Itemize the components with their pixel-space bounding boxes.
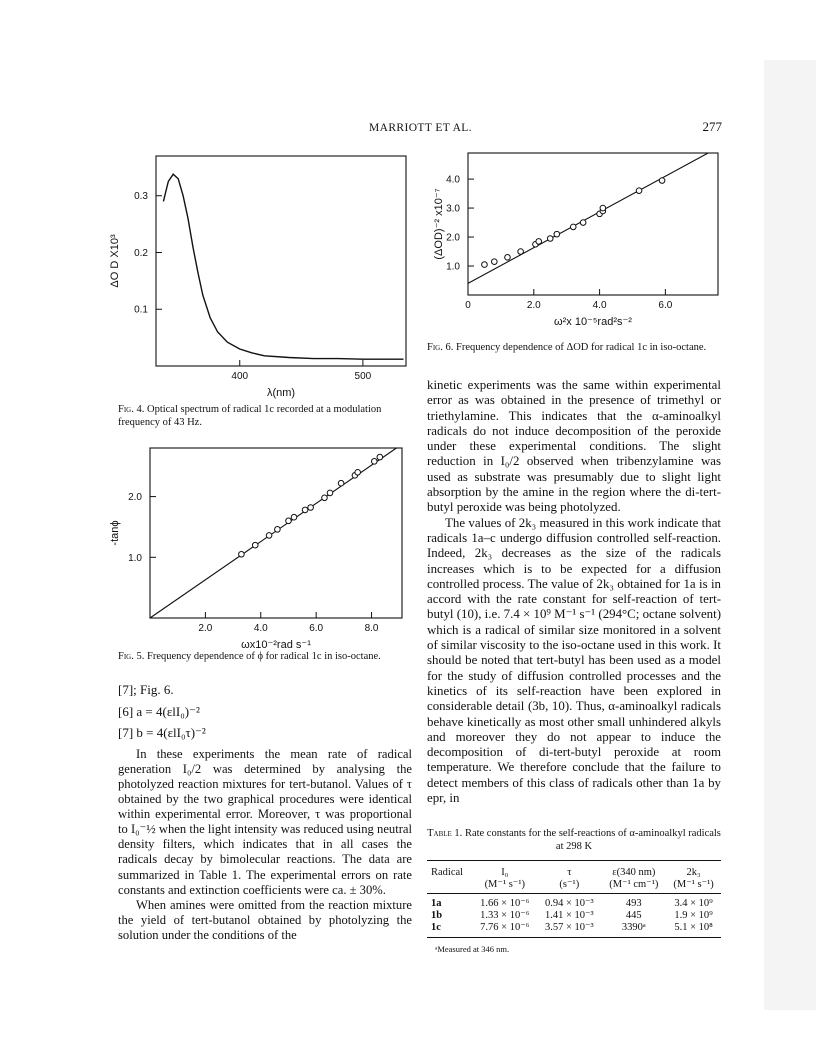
y-tick-label: 0.1 [134,304,148,316]
y-tick-label: 4.0 [446,174,460,186]
data-point [518,249,524,255]
data-point [275,527,281,533]
data-point [308,505,314,511]
figure-6-chart [420,145,720,335]
y-tick-label: 2.0 [128,492,142,504]
y-tick-label: 0.3 [134,191,148,203]
column-header: 2k₃ [686,867,701,878]
data-point [239,551,245,557]
figure-6-caption-text: Frequency dependence of ΔOD for radical 1c in iso-octane. [453,342,707,353]
column-header: ε(340 nm) [612,867,656,878]
scan-edge [764,60,816,1010]
x-axis-label: λ(nm) [266,387,296,399]
x-tick-label: 2.0 [198,623,213,634]
data-point [580,220,586,226]
x-tick-label: 500 [354,371,372,382]
table-row [427,894,721,910]
x-tick-label: 6.0 [309,623,324,634]
data-point [302,507,308,513]
equation-7: [7] b = 4(εlI₀τ)⁻² [118,725,206,741]
y-axis-label: (ΔOD)⁻² x10⁻⁷ [433,188,445,260]
x-tick-label: 400 [231,371,249,382]
equation-reference: [7]; Fig. 6. [118,682,174,697]
data-point [492,259,498,265]
data-point [327,490,333,496]
figure-4-caption-label: Fig. 4. [118,404,145,415]
running-title: MARRIOTT ET AL. [369,122,473,134]
figure-4 [100,150,410,420]
column-header-unit: (M⁻¹ s⁻¹) [484,879,525,890]
table-cell: 1.66 × 10⁻⁶ [480,898,530,909]
x-tick-label: 0 [465,300,471,311]
table-cell: 3.4 × 10⁹ [674,897,713,909]
table-cell: 1.41 × 10⁻³ [544,910,594,921]
table-cell: 1.33 × 10⁻⁶ [480,910,530,921]
x-tick-label: 4.0 [253,623,268,634]
figure-5-caption [118,651,410,664]
left-column [118,682,412,943]
column-header: τ [567,867,572,878]
y-tick-label: 2.0 [446,232,460,244]
data-point [659,178,665,184]
table-cell: 493 [625,897,642,909]
page-number: 277 [702,119,722,134]
right-column [427,378,721,806]
table-cell: 1b [431,909,443,921]
paragraph: kinetic experiments was the same within experimental error as was obtained in the presence of trimethyl or triethylamine. This indicates that the α-aminoalkyl radicals do not induce decomposition of the peroxide under these experimental conditions. The slight reduction in I₀/2 observed when tribenzylamine was used as substrate was presumably due to slight light absorption by the amine in the region where the di-tert-butyl peroxide was being photolyzed. [427,378,721,515]
x-tick-label: 6.0 [658,300,673,311]
paragraph: When amines were omitted from the reaction mixture the yield of tert-butanol obtained by photolyzing the solution under the conditions of the [118,897,412,942]
fit-line [468,153,708,283]
table-cell: 3.57 × 10⁻³ [544,922,594,933]
paragraph: The values of 2k₃ measured in this work indicate that radicals 1a–c undergo diffusion controlled self-reaction. Indeed, 2k₃ decreases as the size of the radicals increases which is to be expected for a diffusion controlled process. The value of 2k₃ obtained for 1a is in accord with the rate constant for self-reaction of tert-butyl (10), i.e. 7.4 × 10⁹ M⁻¹ s⁻¹ (294°C; octane solvent) which is a radical of similar size monitored in a solvent of similar viscosity to the iso-octane used in this work. It should be noted that tert-butyl has been used as a model for the study of diffusion controlled processes and the kinetics of its self-reaction have been explored in considerable detail (3b, 10). Thus, α-aminoalkyl radicals behave kinetically as most other small unhindered alkyls and moreover they do not appear to induce the decomposition of di-tert-butyl peroxide at room temperature. We therefore conclude that the failure to detect members of this class of radicals other than 1a by epr, in [427,515,721,806]
paragraph: In these experiments the mean rate of radical generation I₀/2 was determined by analysing the photolyzed reaction mixtures for tert-butanol. Values of τ obtained by the two graphical procedures were identical within experimental error. Moreover, τ was proportional to I₀⁻½ when the light intensity was reduced using neutral density filters, which indicates that in all cases the radicals decay by bimolecular reactions. The data are summarized in Table 1. The experimental errors on rate constants and extinction coefficients were ca. ± 30%. [118,746,412,897]
table-row [427,921,721,938]
figure-4-caption [118,404,410,429]
table-row [427,909,721,921]
data-point [338,480,344,486]
data-point [505,255,511,261]
y-axis-label: -tanϕ [109,520,121,546]
x-tick-label: 2.0 [526,300,541,311]
x-tick-label: 8.0 [364,623,379,634]
y-tick-label: 3.0 [446,203,460,215]
data-point [600,205,606,211]
figure-5-caption-text: Frequency dependence of ϕ for radical 1c in iso-octane. [144,651,381,662]
table-cell: 1.9 × 10⁹ [674,909,713,921]
figure-6 [420,145,720,335]
data-point [536,239,542,245]
table-cell: 3390ᵃ [621,921,646,933]
y-tick-label: 1.0 [446,261,460,273]
table-1-title-text: Rate constants for the self-reactions of α-aminoalkyl radicals at 298 K [462,828,721,852]
column-header-unit [427,878,472,894]
column-header-unit: (M⁻¹ cm⁻¹) [609,879,659,890]
figure-5-chart [100,440,410,651]
figure-6-caption [427,342,721,355]
x-axis-label: ω²x 10⁻⁵rad²s⁻² [554,316,632,328]
figure-5 [100,440,410,651]
figure-4-chart [100,150,410,420]
data-point [266,533,272,539]
table-1-label: Table 1. [427,828,463,839]
table-cell: 7.76 × 10⁻⁶ [480,922,530,933]
table-cell: 5.1 × 10⁸ [674,921,713,933]
table-1-title [427,828,721,853]
table-cell: 1c [431,921,441,933]
figure-6-caption-label: Fig. 6. [427,342,454,353]
y-axis-label: ΔO D X10³ [109,234,121,288]
data-point [291,514,297,520]
data-point [482,262,488,268]
table-cell: 1a [431,897,442,909]
table-cell: 0.94 × 10⁻³ [544,898,594,909]
data-point [322,495,328,501]
table-1 [427,860,721,938]
x-axis-label: ωx10⁻²rad s⁻¹ [241,639,311,651]
data-point [252,542,258,548]
data-point [547,236,553,242]
table-cell: 445 [625,909,642,921]
data-point [570,224,576,230]
x-tick-label: 4.0 [592,300,607,311]
y-tick-label: 1.0 [128,552,142,564]
column-header: I₀ [501,867,509,878]
plot-frame [156,156,406,366]
data-point [377,454,383,460]
data-point [636,188,642,194]
column-header-unit: (s⁻¹) [559,879,580,890]
spectrum-line [163,174,403,359]
data-point [554,231,560,237]
y-tick-label: 0.2 [134,247,148,259]
data-point [372,459,378,465]
column-header-unit: (M⁻¹ s⁻¹) [673,879,714,890]
figure-4-caption-text: Optical spectrum of radical 1c recorded at a modulation frequency of 43 Hz. [118,404,382,428]
equation-6: [6] a = 4(εlI₀)⁻² [118,703,200,719]
data-point [355,469,361,475]
data-point [286,518,292,524]
figure-5-caption-label: Fig. 5. [118,651,145,662]
plot-frame [468,153,718,295]
column-header: Radical [431,867,464,878]
table-1-footnote: ᵃMeasured at 346 nm. [435,944,510,954]
